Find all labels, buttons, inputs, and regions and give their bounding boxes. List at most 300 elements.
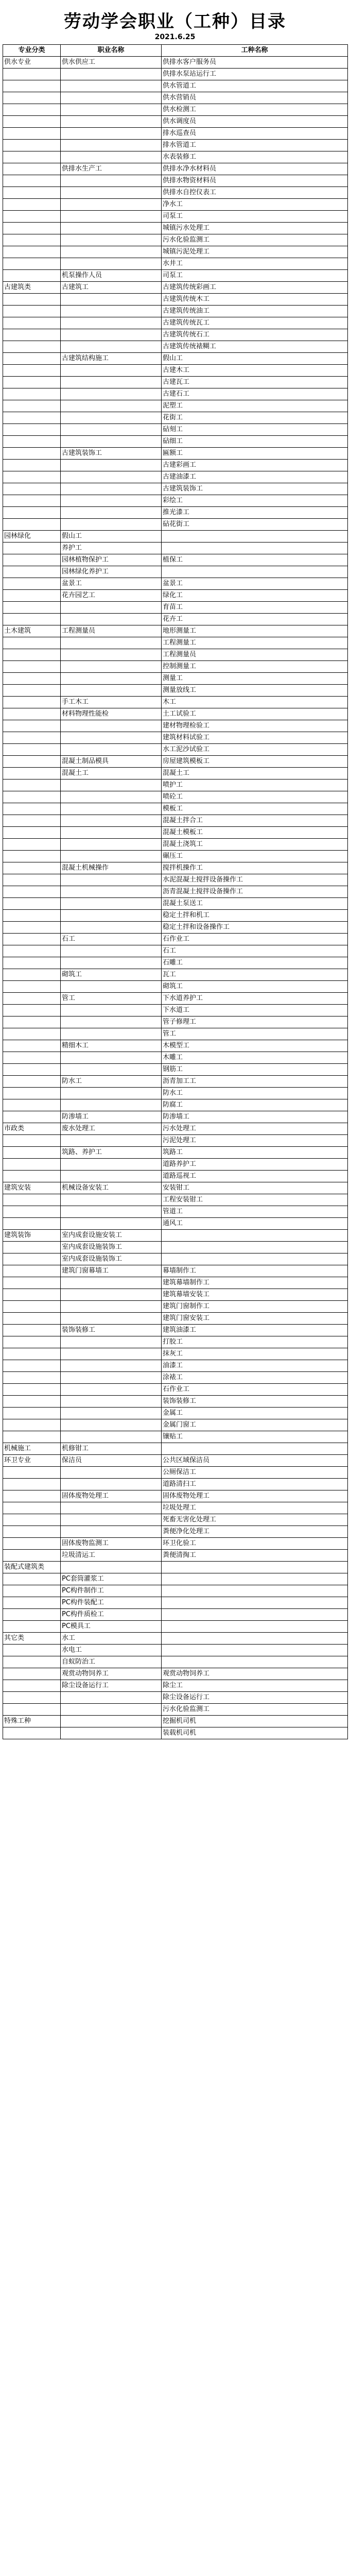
- trade-cell: 水泥混凝土搅拌设备操作工: [162, 874, 348, 886]
- occupation-cell: [61, 1479, 162, 1490]
- table-row: [3, 1502, 348, 1514]
- category-cell: [3, 1431, 61, 1443]
- table-row: [3, 1301, 348, 1313]
- category-cell: 环卫专业: [3, 1455, 61, 1467]
- trade-cell: 稳定土拌和设备操作工: [162, 922, 348, 934]
- table-row: [3, 1052, 348, 1064]
- trade-cell: 通风工: [162, 1218, 348, 1230]
- table-row: [3, 1194, 348, 1206]
- table-row: [3, 104, 348, 116]
- trade-cell: 古建筑传统彩画工: [162, 282, 348, 294]
- occupation-cell: 供水供应工: [61, 57, 162, 69]
- occupation-cell: PC构件装配工: [61, 1597, 162, 1609]
- category-cell: [3, 1467, 61, 1479]
- category-cell: 园林绿化: [3, 531, 61, 543]
- occupation-cell: 工程测量员: [61, 625, 162, 637]
- trade-cell: 下水道工: [162, 1005, 348, 1016]
- occupation-cell: 机械设备安装工: [61, 1182, 162, 1194]
- trade-cell: 地形测量工: [162, 625, 348, 637]
- occupation-cell: [61, 400, 162, 412]
- trade-cell: 古建筑传统裱糊工: [162, 341, 348, 353]
- category-cell: 土木建筑: [3, 625, 61, 637]
- trade-cell: [162, 1242, 348, 1253]
- trade-cell: 司泵工: [162, 270, 348, 282]
- trade-cell: 测量放线工: [162, 685, 348, 697]
- category-cell: [3, 1479, 61, 1490]
- table-row: [3, 69, 348, 80]
- table-row: [3, 1206, 348, 1218]
- table-row: [3, 673, 348, 685]
- trade-cell: 搅拌机操作工: [162, 862, 348, 874]
- trade-cell: 建材物理检验工: [162, 720, 348, 732]
- trade-cell: 挖掘机司机: [162, 1716, 348, 1727]
- trade-cell: [162, 1656, 348, 1668]
- table-row: [3, 128, 348, 140]
- table-row: [3, 1645, 348, 1656]
- table-row: [3, 199, 348, 211]
- table-row: [3, 969, 348, 981]
- category-cell: [3, 1171, 61, 1182]
- category-cell: [3, 1704, 61, 1716]
- category-cell: [3, 448, 61, 460]
- table-row: [3, 471, 348, 483]
- category-cell: [3, 234, 61, 246]
- category-cell: [3, 1301, 61, 1313]
- occupation-cell: [61, 815, 162, 827]
- occupation-cell: [61, 1016, 162, 1028]
- table-row: [3, 424, 348, 436]
- category-cell: [3, 1325, 61, 1336]
- trade-cell: 混凝土拌合工: [162, 815, 348, 827]
- occupation-cell: [61, 128, 162, 140]
- category-cell: [3, 460, 61, 471]
- category-cell: [3, 945, 61, 957]
- category-cell: [3, 886, 61, 898]
- table-row: [3, 1171, 348, 1182]
- occupation-cell: [61, 1336, 162, 1348]
- category-cell: 其它类: [3, 1633, 61, 1645]
- category-cell: [3, 779, 61, 791]
- trade-cell: 砧花街工: [162, 519, 348, 531]
- trade-cell: 房屋建筑模板工: [162, 756, 348, 768]
- table-row: [3, 779, 348, 791]
- occupation-cell: [61, 827, 162, 839]
- category-cell: [3, 957, 61, 969]
- trade-cell: [162, 1585, 348, 1597]
- trade-cell: 粪便清掏工: [162, 1550, 348, 1562]
- table-row: [3, 1242, 348, 1253]
- category-cell: 装配式建筑类: [3, 1562, 61, 1573]
- table-row: [3, 507, 348, 519]
- category-cell: [3, 1514, 61, 1526]
- trade-cell: 沥青加工工: [162, 1076, 348, 1088]
- trade-cell: 管工: [162, 1028, 348, 1040]
- category-cell: [3, 1028, 61, 1040]
- trade-cell: 古建筑传统油工: [162, 306, 348, 317]
- occupation-cell: [61, 922, 162, 934]
- category-cell: [3, 211, 61, 223]
- table-row: [3, 910, 348, 922]
- occupation-cell: [61, 1159, 162, 1171]
- trade-cell: 涂裱工: [162, 1372, 348, 1384]
- table-row: [3, 922, 348, 934]
- category-cell: [3, 353, 61, 365]
- table-row: [3, 92, 348, 104]
- table-row: [3, 400, 348, 412]
- trade-cell: 防渗墙工: [162, 1111, 348, 1123]
- trade-cell: 古建瓦工: [162, 377, 348, 388]
- table-row: [3, 211, 348, 223]
- category-cell: [3, 1159, 61, 1171]
- table-row: [3, 140, 348, 151]
- table-row: [3, 223, 348, 234]
- trade-cell: 泥塑工: [162, 400, 348, 412]
- trade-cell: 混凝土泵送工: [162, 898, 348, 910]
- table-row: [3, 306, 348, 317]
- table-row: [3, 1633, 348, 1645]
- table-row: [3, 1005, 348, 1016]
- table-row: [3, 1573, 348, 1585]
- category-cell: [3, 1396, 61, 1408]
- table-row: [3, 80, 348, 92]
- occupation-cell: PC构件质检工: [61, 1609, 162, 1621]
- category-cell: [3, 341, 61, 353]
- occupation-cell: [61, 1052, 162, 1064]
- table-row: [3, 957, 348, 969]
- table-row: [3, 1431, 348, 1443]
- table-row: [3, 1313, 348, 1325]
- occupation-cell: [61, 234, 162, 246]
- occupation-cell: [61, 744, 162, 756]
- category-cell: [3, 1005, 61, 1016]
- table-row: [3, 1419, 348, 1431]
- category-cell: [3, 993, 61, 1005]
- category-cell: [3, 1147, 61, 1159]
- table-row: [3, 1727, 348, 1739]
- category-cell: [3, 768, 61, 779]
- table-row: [3, 1490, 348, 1502]
- trade-cell: 建筑幕墙安装工: [162, 1289, 348, 1301]
- trade-cell: 净水工: [162, 199, 348, 211]
- table-row: [3, 625, 348, 637]
- category-cell: [3, 424, 61, 436]
- occupation-cell: [61, 104, 162, 116]
- category-cell: 供水专业: [3, 57, 61, 69]
- category-cell: [3, 1218, 61, 1230]
- table-header-row: [3, 45, 348, 57]
- table-row: [3, 1147, 348, 1159]
- category-cell: [3, 1372, 61, 1384]
- occupation-cell: [61, 1099, 162, 1111]
- category-cell: [3, 1502, 61, 1514]
- category-cell: [3, 1680, 61, 1692]
- occupation-cell: 室内成套设施装饰工: [61, 1242, 162, 1253]
- table-row: [3, 934, 348, 945]
- category-cell: [3, 1692, 61, 1704]
- category-cell: [3, 602, 61, 614]
- table-row: [3, 1692, 348, 1704]
- table-row: [3, 637, 348, 649]
- occupation-cell: 废水处理工: [61, 1123, 162, 1135]
- category-cell: [3, 1621, 61, 1633]
- occupation-cell: 混凝土制品模具: [61, 756, 162, 768]
- trade-cell: 古建筑装饰工: [162, 483, 348, 495]
- table-row: [3, 874, 348, 886]
- category-cell: [3, 1289, 61, 1301]
- table-row: [3, 1289, 348, 1301]
- category-cell: [3, 1408, 61, 1419]
- table-row: [3, 1123, 348, 1135]
- occupation-cell: [61, 981, 162, 993]
- trade-cell: 古建筑传统瓦工: [162, 317, 348, 329]
- occupation-cell: 管工: [61, 993, 162, 1005]
- trade-cell: 道路养护工: [162, 1159, 348, 1171]
- occupation-cell: [61, 1372, 162, 1384]
- occupation-cell: [61, 223, 162, 234]
- table-row: [3, 1360, 348, 1372]
- trade-cell: 石作业工: [162, 1384, 348, 1396]
- table-row: [3, 270, 348, 282]
- occupation-cell: 混凝土工: [61, 768, 162, 779]
- trade-cell: 司泵工: [162, 211, 348, 223]
- table-row: [3, 685, 348, 697]
- table-row: [3, 827, 348, 839]
- occupation-cell: [61, 614, 162, 625]
- occupation-cell: [61, 1348, 162, 1360]
- trade-cell: 土工试验工: [162, 708, 348, 720]
- trade-cell: 石工: [162, 945, 348, 957]
- trade-cell: 排水管道工: [162, 140, 348, 151]
- category-cell: [3, 697, 61, 708]
- trade-cell: 金属门窗工: [162, 1419, 348, 1431]
- table-row: [3, 720, 348, 732]
- table-row: [3, 1016, 348, 1028]
- category-cell: [3, 69, 61, 80]
- category-cell: [3, 436, 61, 448]
- trade-cell: 装饰装修工: [162, 1396, 348, 1408]
- table-row: [3, 1514, 348, 1526]
- trade-cell: 古建木工: [162, 365, 348, 377]
- occupation-cell: [61, 483, 162, 495]
- table-row: [3, 1111, 348, 1123]
- category-cell: [3, 1040, 61, 1052]
- table-row: [3, 1135, 348, 1147]
- table-row: [3, 614, 348, 625]
- category-cell: [3, 1052, 61, 1064]
- trade-cell: 钢筋工: [162, 1064, 348, 1076]
- category-cell: [3, 1336, 61, 1348]
- occupation-cell: [61, 175, 162, 187]
- occupation-cell: [61, 377, 162, 388]
- trade-cell: 工程测量员: [162, 649, 348, 661]
- trade-cell: 防水工: [162, 1088, 348, 1099]
- occupation-cell: 供排水生产工: [61, 163, 162, 175]
- trade-cell: 古建油漆工: [162, 471, 348, 483]
- occupation-cell: [61, 1135, 162, 1147]
- trade-cell: [162, 1633, 348, 1645]
- table-row: [3, 1597, 348, 1609]
- occupation-cell: PC模具工: [61, 1621, 162, 1633]
- trade-cell: 抹灰工: [162, 1348, 348, 1360]
- occupation-cell: [61, 1005, 162, 1016]
- table-row: [3, 187, 348, 199]
- occupation-cell: [61, 791, 162, 803]
- table-row: [3, 258, 348, 270]
- occupation-cell: 室内成套设施安装工: [61, 1230, 162, 1242]
- table-row: [3, 578, 348, 590]
- occupation-cell: [61, 306, 162, 317]
- occupation-cell: [61, 1562, 162, 1573]
- trade-cell: 石作业工: [162, 934, 348, 945]
- table-row: [3, 851, 348, 862]
- trade-cell: 彩绘工: [162, 495, 348, 507]
- category-cell: [3, 578, 61, 590]
- occupation-cell: 石工: [61, 934, 162, 945]
- table-row: [3, 768, 348, 779]
- occupation-cell: [61, 1727, 162, 1739]
- occupation-cell: 装饰装修工: [61, 1325, 162, 1336]
- category-cell: [3, 922, 61, 934]
- occupation-cell: [61, 1431, 162, 1443]
- category-cell: [3, 1064, 61, 1076]
- table-row: [3, 1182, 348, 1194]
- occupation-cell: 水工: [61, 1633, 162, 1645]
- occupation-cell: [61, 945, 162, 957]
- occupation-cell: 水电工: [61, 1645, 162, 1656]
- category-cell: [3, 637, 61, 649]
- category-cell: [3, 1585, 61, 1597]
- occupation-cell: 园林绿化养护工: [61, 566, 162, 578]
- category-cell: [3, 104, 61, 116]
- occupation-cell: [61, 329, 162, 341]
- occupation-cell: 观赏动物饲养工: [61, 1668, 162, 1680]
- occupation-cell: [61, 1408, 162, 1419]
- trade-cell: 管道工: [162, 1206, 348, 1218]
- trade-cell: 瓦工: [162, 969, 348, 981]
- table-row: [3, 460, 348, 471]
- trade-cell: 污水化验监测工: [162, 234, 348, 246]
- table-row: [3, 175, 348, 187]
- table-row: [3, 1408, 348, 1419]
- category-cell: [3, 329, 61, 341]
- trade-cell: 环卫化验工: [162, 1538, 348, 1550]
- table-body: [3, 57, 348, 1739]
- trade-cell: 城镇污水处理工: [162, 223, 348, 234]
- table-row: [3, 1372, 348, 1384]
- table-row: [3, 1716, 348, 1727]
- trade-cell: [162, 1443, 348, 1455]
- table-row: [3, 1348, 348, 1360]
- table-row: [3, 377, 348, 388]
- occupation-cell: 园林植物保护工: [61, 554, 162, 566]
- trade-cell: 测量工: [162, 673, 348, 685]
- occupation-cell: 假山工: [61, 531, 162, 543]
- trade-cell: 花街工: [162, 412, 348, 424]
- category-cell: [3, 1253, 61, 1265]
- category-cell: [3, 827, 61, 839]
- occupation-cell: 保洁员: [61, 1455, 162, 1467]
- trade-cell: 管子修理工: [162, 1016, 348, 1028]
- table-row: [3, 1325, 348, 1336]
- category-cell: [3, 128, 61, 140]
- category-cell: [3, 1076, 61, 1088]
- table-row: [3, 1099, 348, 1111]
- category-cell: [3, 223, 61, 234]
- category-cell: [3, 483, 61, 495]
- table-row: [3, 282, 348, 294]
- category-cell: [3, 1242, 61, 1253]
- category-cell: [3, 791, 61, 803]
- category-cell: [3, 400, 61, 412]
- trade-cell: 观赏动物饲养工: [162, 1668, 348, 1680]
- occupation-cell: 机泵操作人员: [61, 270, 162, 282]
- occupation-cell: [61, 1171, 162, 1182]
- occupation-cell: [61, 898, 162, 910]
- category-cell: [3, 898, 61, 910]
- table-row: [3, 353, 348, 365]
- table-row: [3, 1384, 348, 1396]
- occupation-cell: [61, 1028, 162, 1040]
- category-cell: [3, 1111, 61, 1123]
- trade-cell: 装载机司机: [162, 1727, 348, 1739]
- trade-cell: 镶贴工: [162, 1431, 348, 1443]
- trade-cell: 除尘设备运行工: [162, 1692, 348, 1704]
- table-row: [3, 886, 348, 898]
- occupation-cell: [61, 1277, 162, 1289]
- trade-cell: 匾额工: [162, 448, 348, 460]
- category-cell: 特殊工种: [3, 1716, 61, 1727]
- trade-cell: 道路清扫工: [162, 1479, 348, 1490]
- table-row: [3, 341, 348, 353]
- trade-cell: [162, 1573, 348, 1585]
- trade-cell: 建筑门窗制作工: [162, 1301, 348, 1313]
- category-cell: [3, 1384, 61, 1396]
- occupation-cell: [61, 1526, 162, 1538]
- table-row: [3, 1538, 348, 1550]
- trade-cell: 古建彩画工: [162, 460, 348, 471]
- occupation-cell: 花卉园艺工: [61, 590, 162, 602]
- table-row: [3, 1028, 348, 1040]
- occupation-cell: [61, 294, 162, 306]
- occupation-cell: [61, 1419, 162, 1431]
- trade-cell: 水工泥沙试验工: [162, 744, 348, 756]
- category-cell: [3, 140, 61, 151]
- occupation-cell: 固体废物处理工: [61, 1490, 162, 1502]
- table-row: [3, 1253, 348, 1265]
- category-cell: [3, 187, 61, 199]
- category-cell: [3, 377, 61, 388]
- table-row: [3, 57, 348, 69]
- table-row: [3, 1656, 348, 1668]
- trade-cell: 供排水物资材料员: [162, 175, 348, 187]
- category-cell: [3, 969, 61, 981]
- occupation-cell: [61, 341, 162, 353]
- table-row: [3, 1088, 348, 1099]
- table-row: [3, 732, 348, 744]
- table-row: [3, 1443, 348, 1455]
- trade-cell: 供水营销员: [162, 92, 348, 104]
- table-row: [3, 898, 348, 910]
- trade-cell: 水井工: [162, 258, 348, 270]
- table-row: [3, 1265, 348, 1277]
- trade-cell: 除尘工: [162, 1680, 348, 1692]
- category-cell: [3, 507, 61, 519]
- header-category: 专业分类: [3, 45, 61, 57]
- table-row: [3, 1526, 348, 1538]
- category-cell: [3, 1668, 61, 1680]
- occupation-cell: 室内成套设施装饰工: [61, 1253, 162, 1265]
- trade-cell: 假山工: [162, 353, 348, 365]
